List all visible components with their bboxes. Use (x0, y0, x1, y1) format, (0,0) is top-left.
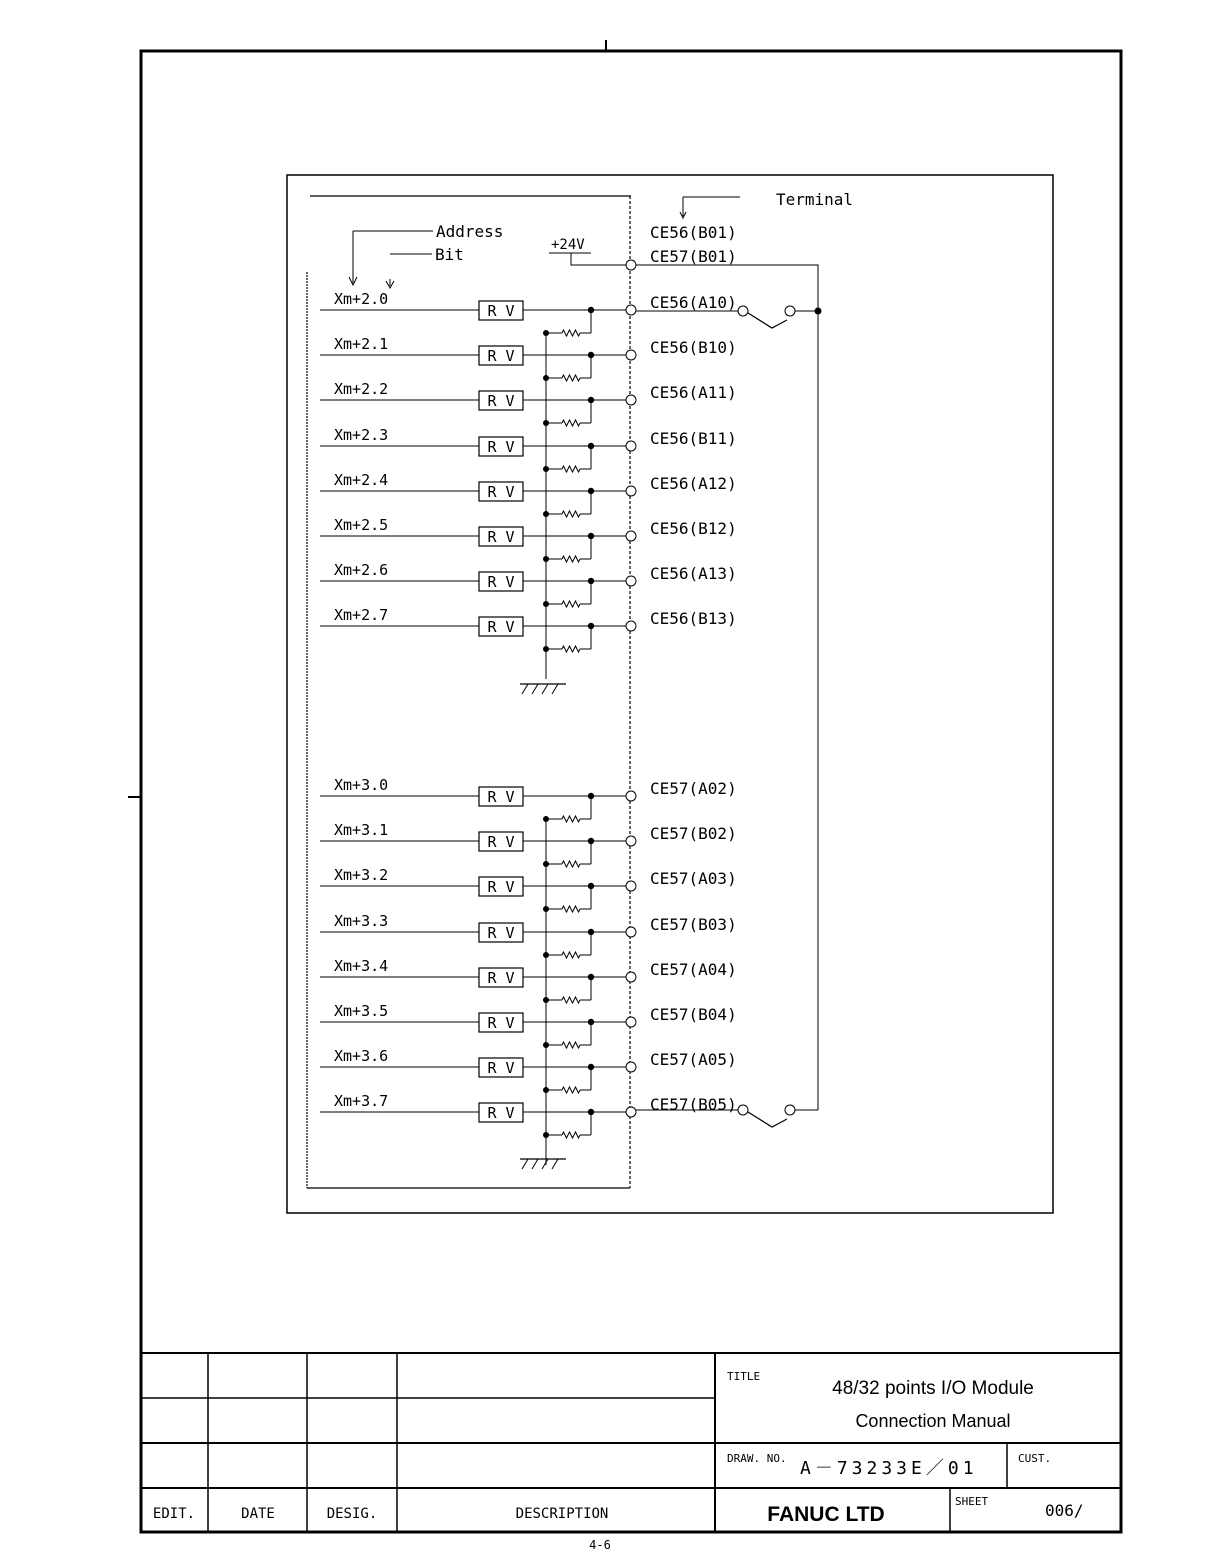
supply-label: +24V (551, 237, 585, 253)
rv-label: R V (487, 483, 515, 501)
pin-label: CE57(B03) (650, 915, 737, 934)
drawno-label: DRAW. NO. (727, 1452, 787, 1465)
terminal-pin (626, 576, 636, 586)
supply-pin-1: CE56(B01) (650, 223, 737, 242)
terminal-pin (626, 531, 636, 541)
rv-label: R V (487, 392, 515, 410)
rv-label: R V (487, 1014, 515, 1032)
resistor (562, 1087, 580, 1093)
rv-label: R V (487, 618, 515, 636)
rv-label: R V (487, 438, 515, 456)
title-block (141, 1353, 1121, 1532)
col-date: DATE (241, 1506, 275, 1522)
rv-label: R V (487, 1104, 515, 1122)
resistor (562, 997, 580, 1003)
signal-label: Xm+3.6 (334, 1047, 389, 1065)
input-row (320, 380, 737, 426)
rv-label: R V (487, 528, 515, 546)
signal-label: Xm+3.7 (334, 1092, 389, 1110)
pin-label: CE57(A04) (650, 960, 737, 979)
pin-label: CE56(A10) (650, 293, 737, 312)
signal-label: Xm+2.3 (334, 426, 389, 444)
input-row (320, 561, 737, 607)
pin-label: CE57(B05) (650, 1095, 737, 1114)
resistor (562, 906, 580, 912)
resistor (562, 1042, 580, 1048)
address-label: Address (436, 222, 504, 241)
ground-symbol-1 (520, 684, 566, 694)
resistor (562, 330, 580, 336)
resistor (562, 556, 580, 562)
signal-label: Xm+2.1 (334, 335, 389, 353)
resistor (562, 511, 580, 517)
sheet-value: 006/ (1045, 1501, 1084, 1520)
signal-label: Xm+2.6 (334, 561, 389, 579)
resistor (562, 375, 580, 381)
terminal-pin (626, 972, 636, 982)
terminal-label: Terminal (776, 190, 854, 209)
page-number: 4-6 (589, 1538, 611, 1552)
supply-pin-2: CE57(B01) (650, 247, 737, 266)
input-row (320, 335, 737, 381)
rv-label: R V (487, 1059, 515, 1077)
header-annotations (349, 190, 853, 310)
input-row (320, 1092, 737, 1138)
title-line-2: Connection Manual (855, 1411, 1011, 1431)
input-row (320, 866, 737, 912)
terminal-pin (626, 486, 636, 496)
pin-label: CE56(A12) (650, 474, 737, 493)
cust-label: CUST. (1018, 1452, 1052, 1465)
terminal-pin (626, 350, 636, 360)
terminal-pin (626, 621, 636, 631)
input-row (320, 471, 737, 517)
signal-label: Xm+3.3 (334, 912, 389, 930)
col-desig: DESIG. (326, 1506, 378, 1522)
title-line-1: 48/32 points I/O Module (832, 1378, 1034, 1399)
terminal-pin (626, 441, 636, 451)
bit-label: Bit (435, 245, 464, 264)
rv-label: R V (487, 969, 515, 987)
pin-label: CE56(B12) (650, 519, 737, 538)
rv-label: R V (487, 924, 515, 942)
rv-label: R V (487, 347, 515, 365)
input-row (320, 516, 737, 562)
pin-label: CE56(B10) (650, 338, 737, 357)
signal-label: Xm+3.1 (334, 821, 389, 839)
resistor (562, 1132, 580, 1138)
rv-label: R V (487, 878, 515, 896)
input-row (320, 1002, 737, 1048)
rv-label: R V (487, 302, 515, 320)
signal-label: Xm+2.4 (334, 471, 389, 489)
signal-label: Xm+3.2 (334, 866, 389, 884)
resistor (562, 952, 580, 958)
col-edit: EDIT. (152, 1506, 196, 1522)
col-description: DESCRIPTION (515, 1506, 609, 1522)
resistor (562, 601, 580, 607)
rv-label: R V (487, 788, 515, 806)
input-rows (320, 290, 737, 1165)
signal-label: Xm+3.0 (334, 776, 389, 794)
resistor (562, 420, 580, 426)
pin-label: CE56(B11) (650, 429, 737, 448)
resistor (562, 646, 580, 652)
input-row (320, 821, 737, 867)
signal-label: Xm+2.7 (334, 606, 389, 624)
signal-label: Xm+3.4 (334, 957, 389, 975)
input-row (320, 426, 737, 472)
terminal-pin (626, 927, 636, 937)
input-row (320, 1047, 737, 1093)
pin-label: CE57(A05) (650, 1050, 737, 1069)
pin-label: CE57(A02) (650, 779, 737, 798)
input-row (320, 606, 737, 652)
resistor (562, 861, 580, 867)
pin-label: CE57(A03) (650, 869, 737, 888)
terminal-pin (626, 1062, 636, 1072)
signal-label: Xm+2.0 (334, 290, 389, 308)
terminal-pin (626, 791, 636, 801)
sheet-label: SHEET (955, 1495, 989, 1508)
pin-label: CE57(B02) (650, 824, 737, 843)
rv-label: R V (487, 573, 515, 591)
resistor (562, 466, 580, 472)
terminal-pin (626, 881, 636, 891)
terminal-pin (626, 1107, 636, 1117)
input-row (320, 290, 737, 336)
signal-label: Xm+2.5 (334, 516, 389, 534)
input-row (320, 776, 737, 822)
input-row (320, 912, 737, 958)
terminal-pin (626, 836, 636, 846)
pin-label: CE56(A13) (650, 564, 737, 583)
pin-label: CE57(B04) (650, 1005, 737, 1024)
pin-label: CE56(B13) (650, 609, 737, 628)
resistor (562, 816, 580, 822)
terminal-pin (626, 305, 636, 315)
rv-label: R V (487, 833, 515, 851)
pin-label: CE56(A11) (650, 383, 737, 402)
terminal-pin (626, 1017, 636, 1027)
input-row (320, 957, 737, 1003)
ground-symbol-2 (520, 1159, 566, 1169)
signal-label: Xm+2.2 (334, 380, 389, 398)
drawno-value: A－73233E／01 (800, 1458, 978, 1479)
terminal-pin (626, 395, 636, 405)
signal-label: Xm+3.5 (334, 1002, 389, 1020)
company-name: FANUC LTD (767, 1503, 885, 1526)
title-label: TITLE (727, 1370, 761, 1383)
